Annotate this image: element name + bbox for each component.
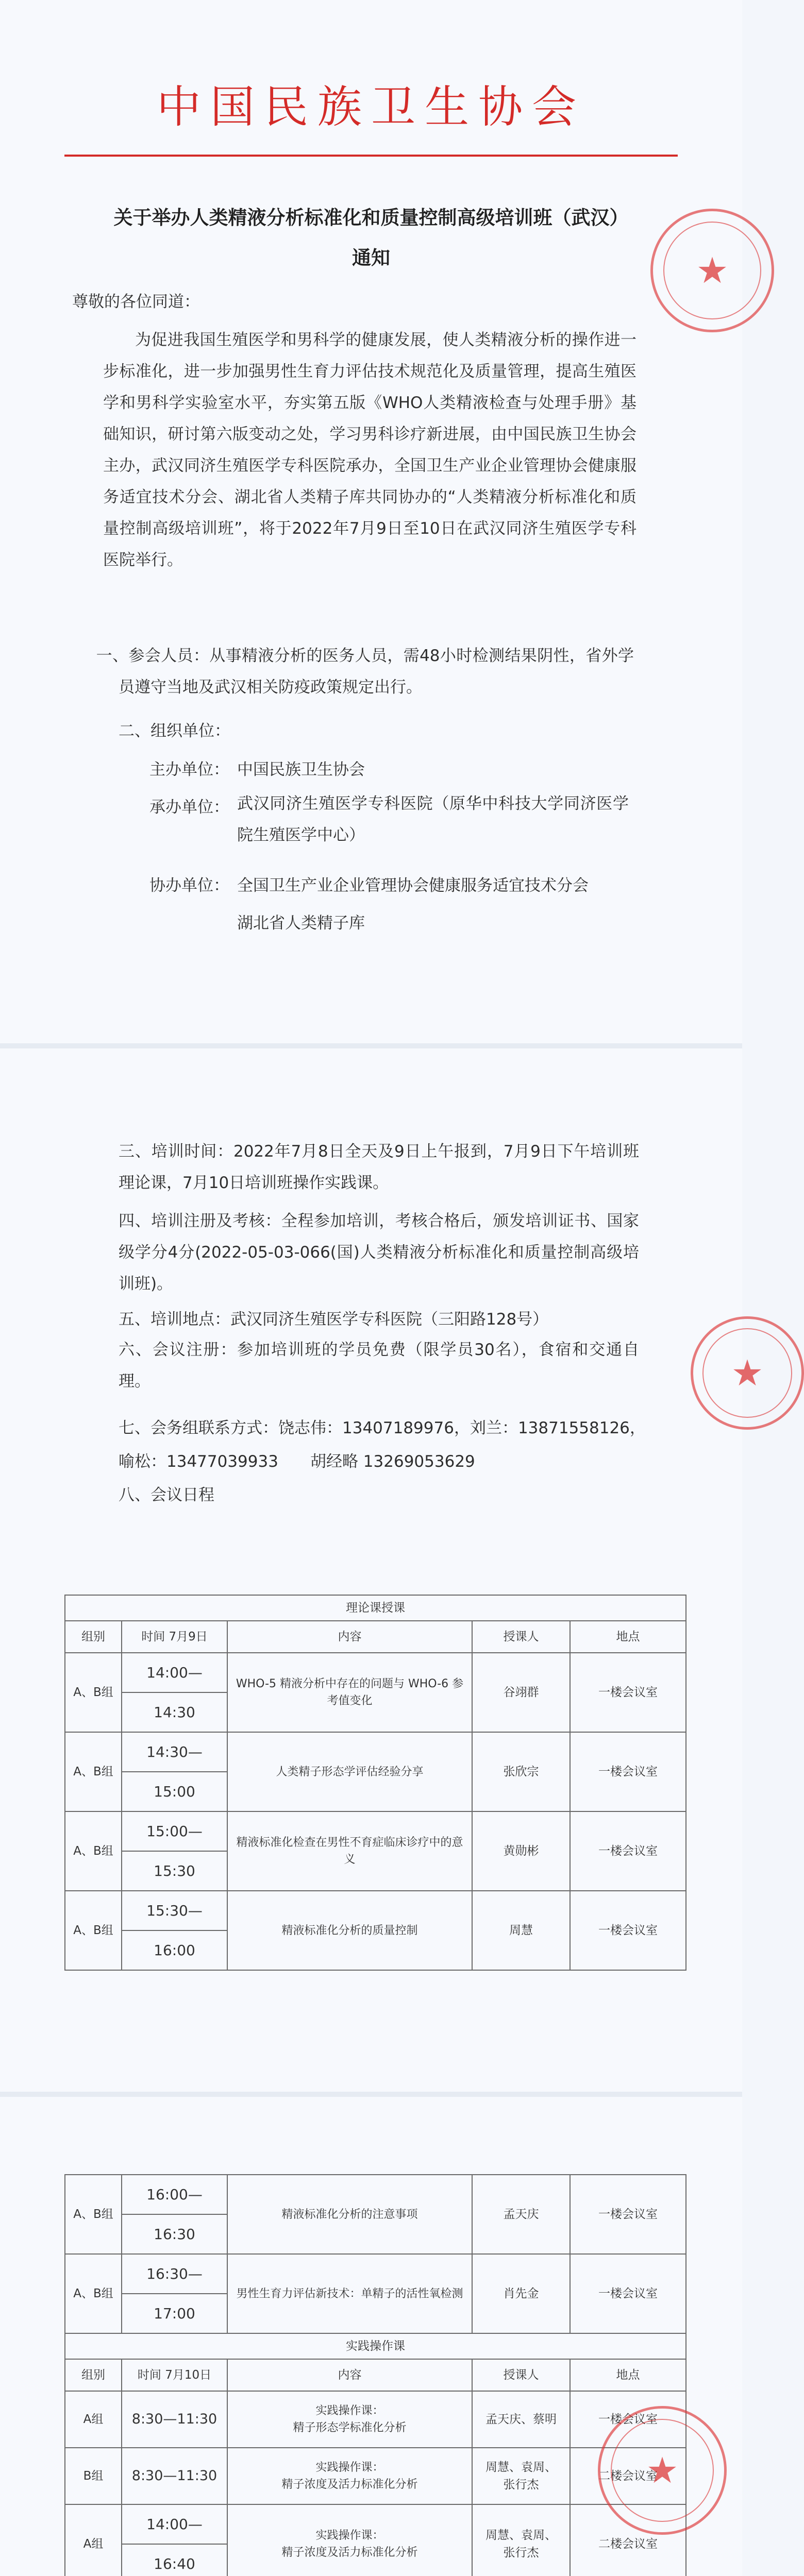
group-cell: B组	[65, 2448, 122, 2504]
content-cell	[227, 2391, 472, 2448]
header-content: 内容	[227, 2359, 472, 2391]
theory-schedule-table	[64, 1595, 686, 1971]
item-schedule-title: 八、会议日程	[119, 1486, 214, 1504]
table-row	[65, 2175, 686, 2254]
header-venue: 地点	[570, 2359, 686, 2391]
content-cell	[227, 2448, 472, 2504]
header-group: 组别	[65, 2359, 122, 2391]
speaker-cell: 黄勋彬	[472, 1811, 570, 1891]
co-organizer-label: 协办单位：	[149, 876, 229, 895]
greeting: 尊敬的各位同道：	[72, 293, 200, 311]
time-cell	[122, 2504, 227, 2576]
venue-cell: 一楼会议室	[570, 1891, 686, 1970]
table-row	[65, 2448, 686, 2504]
time-end: 15:30	[154, 1862, 195, 1879]
time-start: 14:00—	[122, 1653, 227, 1693]
speaker-cell: 肖先金	[472, 2254, 570, 2333]
practice-table-caption: 实践操作课	[65, 2333, 686, 2359]
host-value: 中国民族卫生协会	[237, 760, 365, 779]
venue-cell: 一楼会议室	[570, 1653, 686, 1732]
header-content: 内容	[227, 1621, 472, 1653]
table-row	[65, 1653, 686, 1732]
content-cell: 精液标准化分析的质量控制	[227, 1891, 472, 1970]
header-time: 时间 7月9日	[122, 1621, 227, 1653]
time-start: 15:00—	[122, 1812, 227, 1852]
speaker-cell: 孟天庆	[472, 2175, 570, 2254]
item-training-time: 三、培训时间：2022年7月8日全天及9日上午报到，7月9日下午培训班理论课，7月10日培训班操作实践课。	[119, 1142, 639, 1192]
time-end: 16:40	[154, 2555, 195, 2572]
speaker-cell	[472, 2448, 570, 2504]
document-page-3	[0, 2097, 742, 2576]
time-start: 15:30—	[122, 1891, 227, 1931]
group-cell: A、B组	[65, 2254, 122, 2333]
table-row	[65, 1732, 686, 1811]
item-contacts-line2: 喻松：13477039933 胡经略 13269053629	[119, 1452, 475, 1471]
group-cell: A、B组	[65, 2175, 122, 2254]
content-cell: 人类精子形态学评估经验分享	[227, 1732, 472, 1811]
content-line: 精子形态学标准化分析	[293, 2421, 407, 2434]
speaker-line: 张行杰	[503, 2546, 539, 2560]
time-end: 15:00	[154, 1783, 195, 1800]
time-cell	[122, 2175, 227, 2254]
group-cell: A、B组	[65, 1653, 122, 1732]
venue-cell: 一楼会议室	[570, 1732, 686, 1811]
time-end: 17:00	[154, 2305, 195, 2322]
item-registration-assessment: 四、培训注册及考核：全程参加培训，考核合格后，颁发培训证书、国家级学分4分(2022-05-03-066(国)人类精液分析标准化和质量控制高级培训班)。	[119, 1212, 639, 1293]
page-separator	[0, 2092, 742, 2097]
content-line: 精子浓度及活力标准化分析	[281, 2546, 418, 2559]
time-cell	[122, 1732, 227, 1811]
item-contacts-line1: 七、会务组联系方式：饶志伟：13407189976，刘兰：13871558126，	[119, 1419, 646, 1437]
content-line: 实践操作课：	[315, 2404, 384, 2417]
intro-paragraph: 为促进我国生殖医学和男科学的健康发展，使人类精液分析的操作进一步标准化，进一步加强男性生育力评估技术规范化及质量管理，提高生殖医学和男科学实验室水平，夯实第五版《WHO人类精液检查与处理手册》基础知识，研讨第六版变动之处，学习男科诊疗新进展，由中国民族卫生协会主办，武汉同济生殖医学专科医院承办，全国卫生产业企业管理协会健康服务适宜技术分会、湖北省人类精子库共同协办的“人类精液分析标准化和质量控制高级培训班”，将于2022年7月9日至10日在武汉同济生殖医学专科医院举行。	[103, 331, 636, 569]
time-cell	[122, 1891, 227, 1970]
time-cell: 8:30—11:30	[122, 2448, 227, 2504]
item-attendees: 一、参会人员：从事精液分析的医务人员，需48小时检测结果阴性，省外学员遵守当地及武汉相关防疫政策规定出行。	[96, 647, 634, 697]
time-cell: 8:30—11:30	[122, 2391, 227, 2448]
header-time: 时间 7月10日	[122, 2359, 227, 2391]
official-seal-stamp: ★	[598, 2406, 727, 2535]
host-label: 主办单位：	[149, 760, 229, 779]
table-row	[65, 1811, 686, 1891]
document-page-1	[0, 0, 742, 1043]
time-end: 14:30	[154, 1704, 195, 1721]
document-page-2	[0, 1048, 764, 2092]
venue-cell: 二楼会议室	[570, 2504, 686, 2576]
time-end: 16:00	[154, 1942, 195, 1959]
speaker-cell: 周慧	[472, 1891, 570, 1970]
notice-title: 关于举办人类精液分析标准化和质量控制高级培训班（武汉）	[113, 207, 629, 229]
group-cell: A、B组	[65, 1732, 122, 1811]
organization-letterhead: 中国民族卫生协会	[157, 81, 585, 133]
time-cell	[122, 1653, 227, 1732]
speaker-cell: 张欣宗	[472, 1732, 570, 1811]
letterhead-divider	[64, 155, 678, 157]
speaker-line: 张行杰	[503, 2478, 539, 2492]
time-start: 14:00—	[122, 2505, 227, 2545]
schedule-table-continued	[64, 2174, 686, 2576]
content-line: 实践操作课：	[315, 2529, 384, 2542]
time-cell	[122, 1811, 227, 1891]
header-speaker: 授课人	[472, 1621, 570, 1653]
venue-cell: 一楼会议室	[570, 2175, 686, 2254]
table-row	[65, 2254, 686, 2333]
organizer-label: 承办单位：	[149, 798, 229, 817]
content-cell: 精液标准化分析的注意事项	[227, 2175, 472, 2254]
speaker-cell	[472, 2504, 570, 2576]
content-line: 精子浓度及活力标准化分析	[281, 2478, 418, 2491]
group-cell: A、B组	[65, 1891, 122, 1970]
table-row	[65, 2391, 686, 2448]
time-end: 16:30	[154, 2226, 195, 2243]
co-organizer-value-2: 湖北省人类精子库	[237, 914, 365, 933]
table-row	[65, 1891, 686, 1970]
time-start: 16:30—	[122, 2255, 227, 2294]
group-cell: A、B组	[65, 1811, 122, 1891]
content-cell: 男性生育力评估新技术：单精子的活性氧检测	[227, 2254, 472, 2333]
speaker-line: 孟天庆、蔡明	[485, 2412, 557, 2426]
item-venue: 五、培训地点：武汉同济生殖医学专科医院（三阳路128号）	[119, 1310, 549, 1329]
speaker-cell: 谷翊群	[472, 1653, 570, 1732]
table-row	[65, 2504, 686, 2576]
header-group: 组别	[65, 1621, 122, 1653]
venue-cell: 一楼会议室	[570, 2254, 686, 2333]
page-separator	[0, 1043, 742, 1048]
group-cell: A组	[65, 2391, 122, 2448]
content-cell	[227, 2504, 472, 2576]
venue-cell: 一楼会议室	[570, 2391, 686, 2448]
co-organizer-value-1: 全国卫生产业企业管理协会健康服务适宜技术分会	[237, 876, 589, 895]
item-organizers-title: 二、组织单位：	[119, 722, 230, 740]
notice-title-suffix: 通知	[352, 247, 390, 269]
content-cell: 精液标准化检查在男性不育症临床诊疗中的意义	[227, 1811, 472, 1891]
header-speaker: 授课人	[472, 2359, 570, 2391]
venue-cell: 一楼会议室	[570, 1811, 686, 1891]
official-seal-stamp: ★	[650, 209, 774, 332]
venue-cell: 二楼会议室	[570, 2448, 686, 2504]
theory-table-caption: 理论课授课	[65, 1595, 686, 1621]
speaker-line: 周慧、袁周、	[485, 2460, 557, 2474]
group-cell: A组	[65, 2504, 122, 2576]
header-venue: 地点	[570, 1621, 686, 1653]
organizer-value: 武汉同济生殖医学专科医院（原华中科技大学同济医学院生殖医学中心）	[237, 794, 629, 844]
official-seal-stamp: ★	[691, 1316, 804, 1430]
item-meeting-registration: 六、会议注册：参加培训班的学员免费（限学员30名），食宿和交通自理。	[119, 1341, 639, 1391]
speaker-line: 周慧、袁周、	[485, 2528, 557, 2542]
content-cell: WHO-5 精液分析中存在的问题与 WHO-6 参考值变化	[227, 1653, 472, 1732]
speaker-cell	[472, 2391, 570, 2448]
time-start: 16:00—	[122, 2175, 227, 2215]
time-start: 14:30—	[122, 1733, 227, 1772]
content-line: 实践操作课：	[315, 2461, 384, 2474]
time-cell	[122, 2254, 227, 2333]
